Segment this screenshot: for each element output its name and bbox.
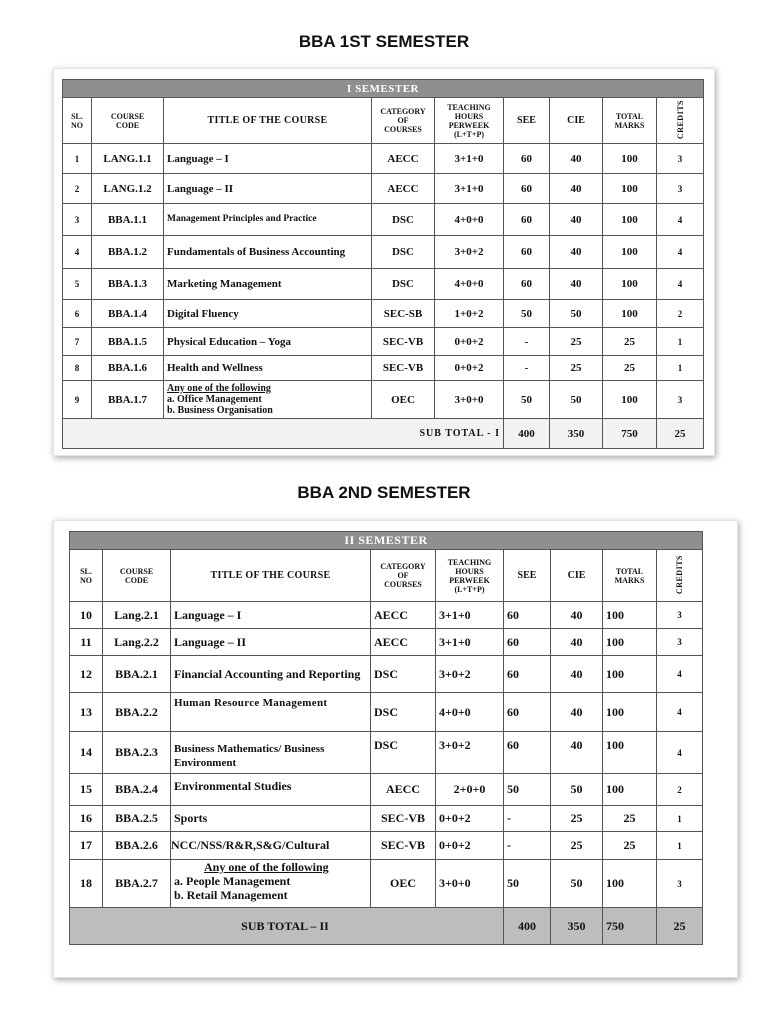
table-row xyxy=(70,602,703,629)
elective-option-b: b. Business Organisation xyxy=(167,405,273,416)
credits: 2 xyxy=(657,774,703,806)
category: DSC xyxy=(371,693,436,732)
credits: 3 xyxy=(657,602,703,629)
elective-option-b: b. Retail Management xyxy=(174,888,288,902)
elective-option-a: a. People Management xyxy=(174,874,291,888)
category: OEC xyxy=(372,381,435,419)
category: DSC xyxy=(372,269,435,300)
total-marks: 100 xyxy=(603,236,657,269)
teaching-hours: 3+1+0 xyxy=(436,629,504,656)
semester-2-table xyxy=(69,531,703,945)
credits: 3 xyxy=(657,860,703,908)
course-title: Marketing Management xyxy=(164,269,372,300)
see-marks: 60 xyxy=(504,656,551,693)
credits: 2 xyxy=(657,300,704,328)
table-row xyxy=(70,806,703,832)
course-code: BBA.2.7 xyxy=(103,860,171,908)
teaching-hours: 3+1+0 xyxy=(436,602,504,629)
cie-marks: 40 xyxy=(551,693,603,732)
category: AECC xyxy=(371,774,436,806)
teaching-hours: 4+0+0 xyxy=(435,269,504,300)
course-title: Language – I xyxy=(171,602,371,629)
sl-no: 13 xyxy=(70,693,103,732)
credits: 1 xyxy=(657,356,704,381)
category: SEC-VB xyxy=(371,806,436,832)
header-course-title: TITLE OF THE COURSE xyxy=(171,550,371,602)
credits: 4 xyxy=(657,693,703,732)
sl-no: 4 xyxy=(63,236,92,269)
category: DSC xyxy=(372,236,435,269)
cie-marks: 50 xyxy=(550,381,603,419)
header-course-title: TITLE OF THE COURSE xyxy=(164,98,372,144)
course-title-options xyxy=(171,860,371,908)
course-title: Health and Wellness xyxy=(164,356,372,381)
teaching-hours: 0+0+2 xyxy=(436,806,504,832)
header-see: SEE xyxy=(504,98,550,144)
table-row xyxy=(63,300,704,328)
semester-1-card xyxy=(53,68,715,456)
table-row xyxy=(70,832,703,860)
cie-marks: 50 xyxy=(551,860,603,908)
cie-marks: 25 xyxy=(551,832,603,860)
sl-no: 17 xyxy=(70,832,103,860)
teaching-hours: 3+0+2 xyxy=(436,656,504,693)
teaching-hours: 4+0+0 xyxy=(435,204,504,236)
cie-marks: 40 xyxy=(551,629,603,656)
teaching-hours: 3+0+0 xyxy=(436,860,504,908)
course-title: Business Mathematics/ Business Environment xyxy=(171,732,371,774)
credits: 4 xyxy=(657,732,703,774)
credits: 4 xyxy=(657,204,704,236)
credits: 1 xyxy=(657,806,703,832)
sl-no: 3 xyxy=(63,204,92,236)
header-teaching-hours: TEACHING HOURS PERWEEK (L+T+P) xyxy=(436,550,504,602)
total-marks: 100 xyxy=(603,774,657,806)
semester-2-heading: BBA 2ND SEMESTER xyxy=(297,483,471,502)
cie-marks: 40 xyxy=(550,144,603,174)
header-credits: CREDITS xyxy=(657,550,703,602)
total-marks: 100 xyxy=(603,300,657,328)
teaching-hours: 0+0+2 xyxy=(436,832,504,860)
sl-no: 11 xyxy=(70,629,103,656)
semester-2-card xyxy=(53,520,738,978)
course-code: BBA.2.5 xyxy=(103,806,171,832)
course-code: Lang.2.1 xyxy=(103,602,171,629)
table-row xyxy=(63,144,704,174)
course-title: Language – II xyxy=(164,174,372,204)
see-marks: - xyxy=(504,328,550,356)
see-marks: 50 xyxy=(504,774,551,806)
teaching-hours: 1+0+2 xyxy=(435,300,504,328)
cie-marks: 40 xyxy=(550,269,603,300)
total-marks: 25 xyxy=(603,328,657,356)
total-marks: 25 xyxy=(603,832,657,860)
category: SEC-VB xyxy=(371,832,436,860)
cie-marks: 40 xyxy=(551,732,603,774)
cie-marks: 25 xyxy=(550,356,603,381)
teaching-hours: 2+0+0 xyxy=(436,774,504,806)
credits: 4 xyxy=(657,269,704,300)
course-code: BBA.1.1 xyxy=(92,204,164,236)
teaching-hours: 3+0+2 xyxy=(435,236,504,269)
total-marks: 100 xyxy=(603,693,657,732)
subtotal-see: 400 xyxy=(504,908,551,945)
sl-no: 14 xyxy=(70,732,103,774)
cie-marks: 40 xyxy=(551,656,603,693)
total-marks: 100 xyxy=(603,144,657,174)
total-marks: 100 xyxy=(603,656,657,693)
credits: 4 xyxy=(657,656,703,693)
subtotal-label: SUB TOTAL – II xyxy=(70,908,504,945)
subtotal-total: 750 xyxy=(603,419,657,449)
category: DSC xyxy=(371,656,436,693)
sl-no: 9 xyxy=(63,381,92,419)
teaching-hours: 3+1+0 xyxy=(435,174,504,204)
header-see: SEE xyxy=(504,550,551,602)
course-title: NCC/NSS/R&R,S&G/Cultural xyxy=(171,832,371,860)
sl-no: 1 xyxy=(63,144,92,174)
see-marks: 50 xyxy=(504,300,550,328)
table-row xyxy=(70,732,703,774)
cie-marks: 40 xyxy=(550,236,603,269)
see-marks: - xyxy=(504,356,550,381)
cie-marks: 50 xyxy=(551,774,603,806)
teaching-hours: 3+0+2 xyxy=(436,732,504,774)
subtotal-cie: 350 xyxy=(550,419,603,449)
cie-marks: 50 xyxy=(550,300,603,328)
semester-2-band: II SEMESTER xyxy=(70,532,703,550)
course-code: BBA.2.6 xyxy=(103,832,171,860)
sl-no: 5 xyxy=(63,269,92,300)
subtotal-row xyxy=(63,419,704,449)
table-row xyxy=(63,269,704,300)
course-title: Language – II xyxy=(171,629,371,656)
header-total-marks: TOTAL MARKS xyxy=(603,550,657,602)
course-title-options xyxy=(164,381,372,419)
teaching-hours: 3+1+0 xyxy=(435,144,504,174)
semester-1-header-row xyxy=(63,98,704,144)
total-marks: 100 xyxy=(603,204,657,236)
course-title: Management Principles and Practice xyxy=(164,204,372,236)
total-marks: 100 xyxy=(603,381,657,419)
course-code: BBA.1.3 xyxy=(92,269,164,300)
total-marks: 100 xyxy=(603,602,657,629)
credits: 1 xyxy=(657,328,704,356)
semester-1-band: I SEMESTER xyxy=(63,80,704,98)
course-code: BBA.2.4 xyxy=(103,774,171,806)
credits: 1 xyxy=(657,832,703,860)
see-marks: 50 xyxy=(504,381,550,419)
category: SEC-VB xyxy=(372,328,435,356)
see-marks: 60 xyxy=(504,236,550,269)
see-marks: 60 xyxy=(504,629,551,656)
total-marks: 100 xyxy=(603,269,657,300)
header-category: CATEGORY OF COURSES xyxy=(371,550,436,602)
teaching-hours: 0+0+2 xyxy=(435,356,504,381)
course-code: BBA.2.2 xyxy=(103,693,171,732)
sl-no: 15 xyxy=(70,774,103,806)
course-code: Lang.2.2 xyxy=(103,629,171,656)
course-title: Sports xyxy=(171,806,371,832)
course-code: LANG.1.1 xyxy=(92,144,164,174)
header-credits: CREDITS xyxy=(657,98,704,144)
sl-no: 8 xyxy=(63,356,92,381)
credits: 3 xyxy=(657,174,704,204)
course-title: Digital Fluency xyxy=(164,300,372,328)
subtotal-see: 400 xyxy=(504,419,550,449)
table-row xyxy=(70,656,703,693)
credits: 3 xyxy=(657,144,704,174)
see-marks: 60 xyxy=(504,269,550,300)
see-marks: 60 xyxy=(504,732,551,774)
header-teaching-hours: TEACHING HOURS PERWEEK (L+T+P) xyxy=(435,98,504,144)
subtotal-row xyxy=(70,908,703,945)
total-marks: 100 xyxy=(603,732,657,774)
see-marks: - xyxy=(504,832,551,860)
table-row xyxy=(63,174,704,204)
category: AECC xyxy=(372,144,435,174)
category: AECC xyxy=(372,174,435,204)
total-marks: 100 xyxy=(603,629,657,656)
sl-no: 7 xyxy=(63,328,92,356)
total-marks: 100 xyxy=(603,860,657,908)
subtotal-total: 750 xyxy=(603,908,657,945)
teaching-hours: 4+0+0 xyxy=(436,693,504,732)
cie-marks: 40 xyxy=(551,602,603,629)
total-marks: 100 xyxy=(603,174,657,204)
header-sl-no: SL. NO xyxy=(70,550,103,602)
sl-no: 16 xyxy=(70,806,103,832)
see-marks: 60 xyxy=(504,204,550,236)
cie-marks: 25 xyxy=(551,806,603,832)
course-code: BBA.2.1 xyxy=(103,656,171,693)
course-code: BBA.1.2 xyxy=(92,236,164,269)
semester-2-header-row xyxy=(70,550,703,602)
semester-1-heading: BBA 1ST SEMESTER xyxy=(298,32,470,51)
course-code: BBA.1.4 xyxy=(92,300,164,328)
sl-no: 6 xyxy=(63,300,92,328)
subtotal-label: SUB TOTAL - I xyxy=(63,419,504,449)
cie-marks: 25 xyxy=(550,328,603,356)
header-cie: CIE xyxy=(551,550,603,602)
cie-marks: 40 xyxy=(550,174,603,204)
see-marks: 60 xyxy=(504,693,551,732)
category: DSC xyxy=(371,732,436,774)
course-title: Language – I xyxy=(164,144,372,174)
teaching-hours: 3+0+0 xyxy=(435,381,504,419)
see-marks: 60 xyxy=(504,144,550,174)
see-marks: 60 xyxy=(504,174,550,204)
table-row xyxy=(63,328,704,356)
sl-no: 18 xyxy=(70,860,103,908)
credits: 3 xyxy=(657,381,704,419)
course-title: Physical Education – Yoga xyxy=(164,328,372,356)
subtotal-credits: 25 xyxy=(657,908,703,945)
see-marks: 50 xyxy=(504,860,551,908)
table-row xyxy=(70,774,703,806)
table-row-elective xyxy=(63,381,704,419)
category: DSC xyxy=(372,204,435,236)
course-title: Human Resource Management xyxy=(171,693,371,732)
see-marks: 60 xyxy=(504,602,551,629)
course-code: LANG.1.2 xyxy=(92,174,164,204)
course-title: Environmental Studies xyxy=(171,774,371,806)
category: AECC xyxy=(371,602,436,629)
credits: 4 xyxy=(657,236,704,269)
subtotal-credits: 25 xyxy=(657,419,704,449)
elective-note: Any one of the following xyxy=(204,860,329,874)
sl-no: 2 xyxy=(63,174,92,204)
subtotal-cie: 350 xyxy=(551,908,603,945)
sl-no: 12 xyxy=(70,656,103,693)
table-row xyxy=(63,356,704,381)
course-title: Financial Accounting and Reporting xyxy=(171,656,371,693)
table-row-elective xyxy=(70,860,703,908)
header-sl-no: SL. NO xyxy=(63,98,92,144)
table-row xyxy=(63,236,704,269)
total-marks: 25 xyxy=(603,356,657,381)
header-course-code: COURSE CODE xyxy=(92,98,164,144)
header-course-code: COURSE CODE xyxy=(103,550,171,602)
course-code: BBA.1.5 xyxy=(92,328,164,356)
elective-option-a: a. Office Management xyxy=(167,394,262,405)
category: OEC xyxy=(371,860,436,908)
course-code: BBA.1.6 xyxy=(92,356,164,381)
category: AECC xyxy=(371,629,436,656)
cie-marks: 40 xyxy=(550,204,603,236)
sl-no: 10 xyxy=(70,602,103,629)
course-title: Fundamentals of Business Accounting xyxy=(164,236,372,269)
credits: 3 xyxy=(657,629,703,656)
header-total-marks: TOTAL MARKS xyxy=(603,98,657,144)
table-row xyxy=(63,204,704,236)
see-marks: - xyxy=(504,806,551,832)
category: SEC-SB xyxy=(372,300,435,328)
table-row xyxy=(70,629,703,656)
header-category: CATEGORY OF COURSES xyxy=(372,98,435,144)
elective-note: Any one of the following xyxy=(167,383,271,394)
semester-1-table xyxy=(62,79,704,449)
category: SEC-VB xyxy=(372,356,435,381)
teaching-hours: 0+0+2 xyxy=(435,328,504,356)
total-marks: 25 xyxy=(603,806,657,832)
table-row xyxy=(70,693,703,732)
header-cie: CIE xyxy=(550,98,603,144)
course-code: BBA.1.7 xyxy=(92,381,164,419)
course-code: BBA.2.3 xyxy=(103,732,171,774)
